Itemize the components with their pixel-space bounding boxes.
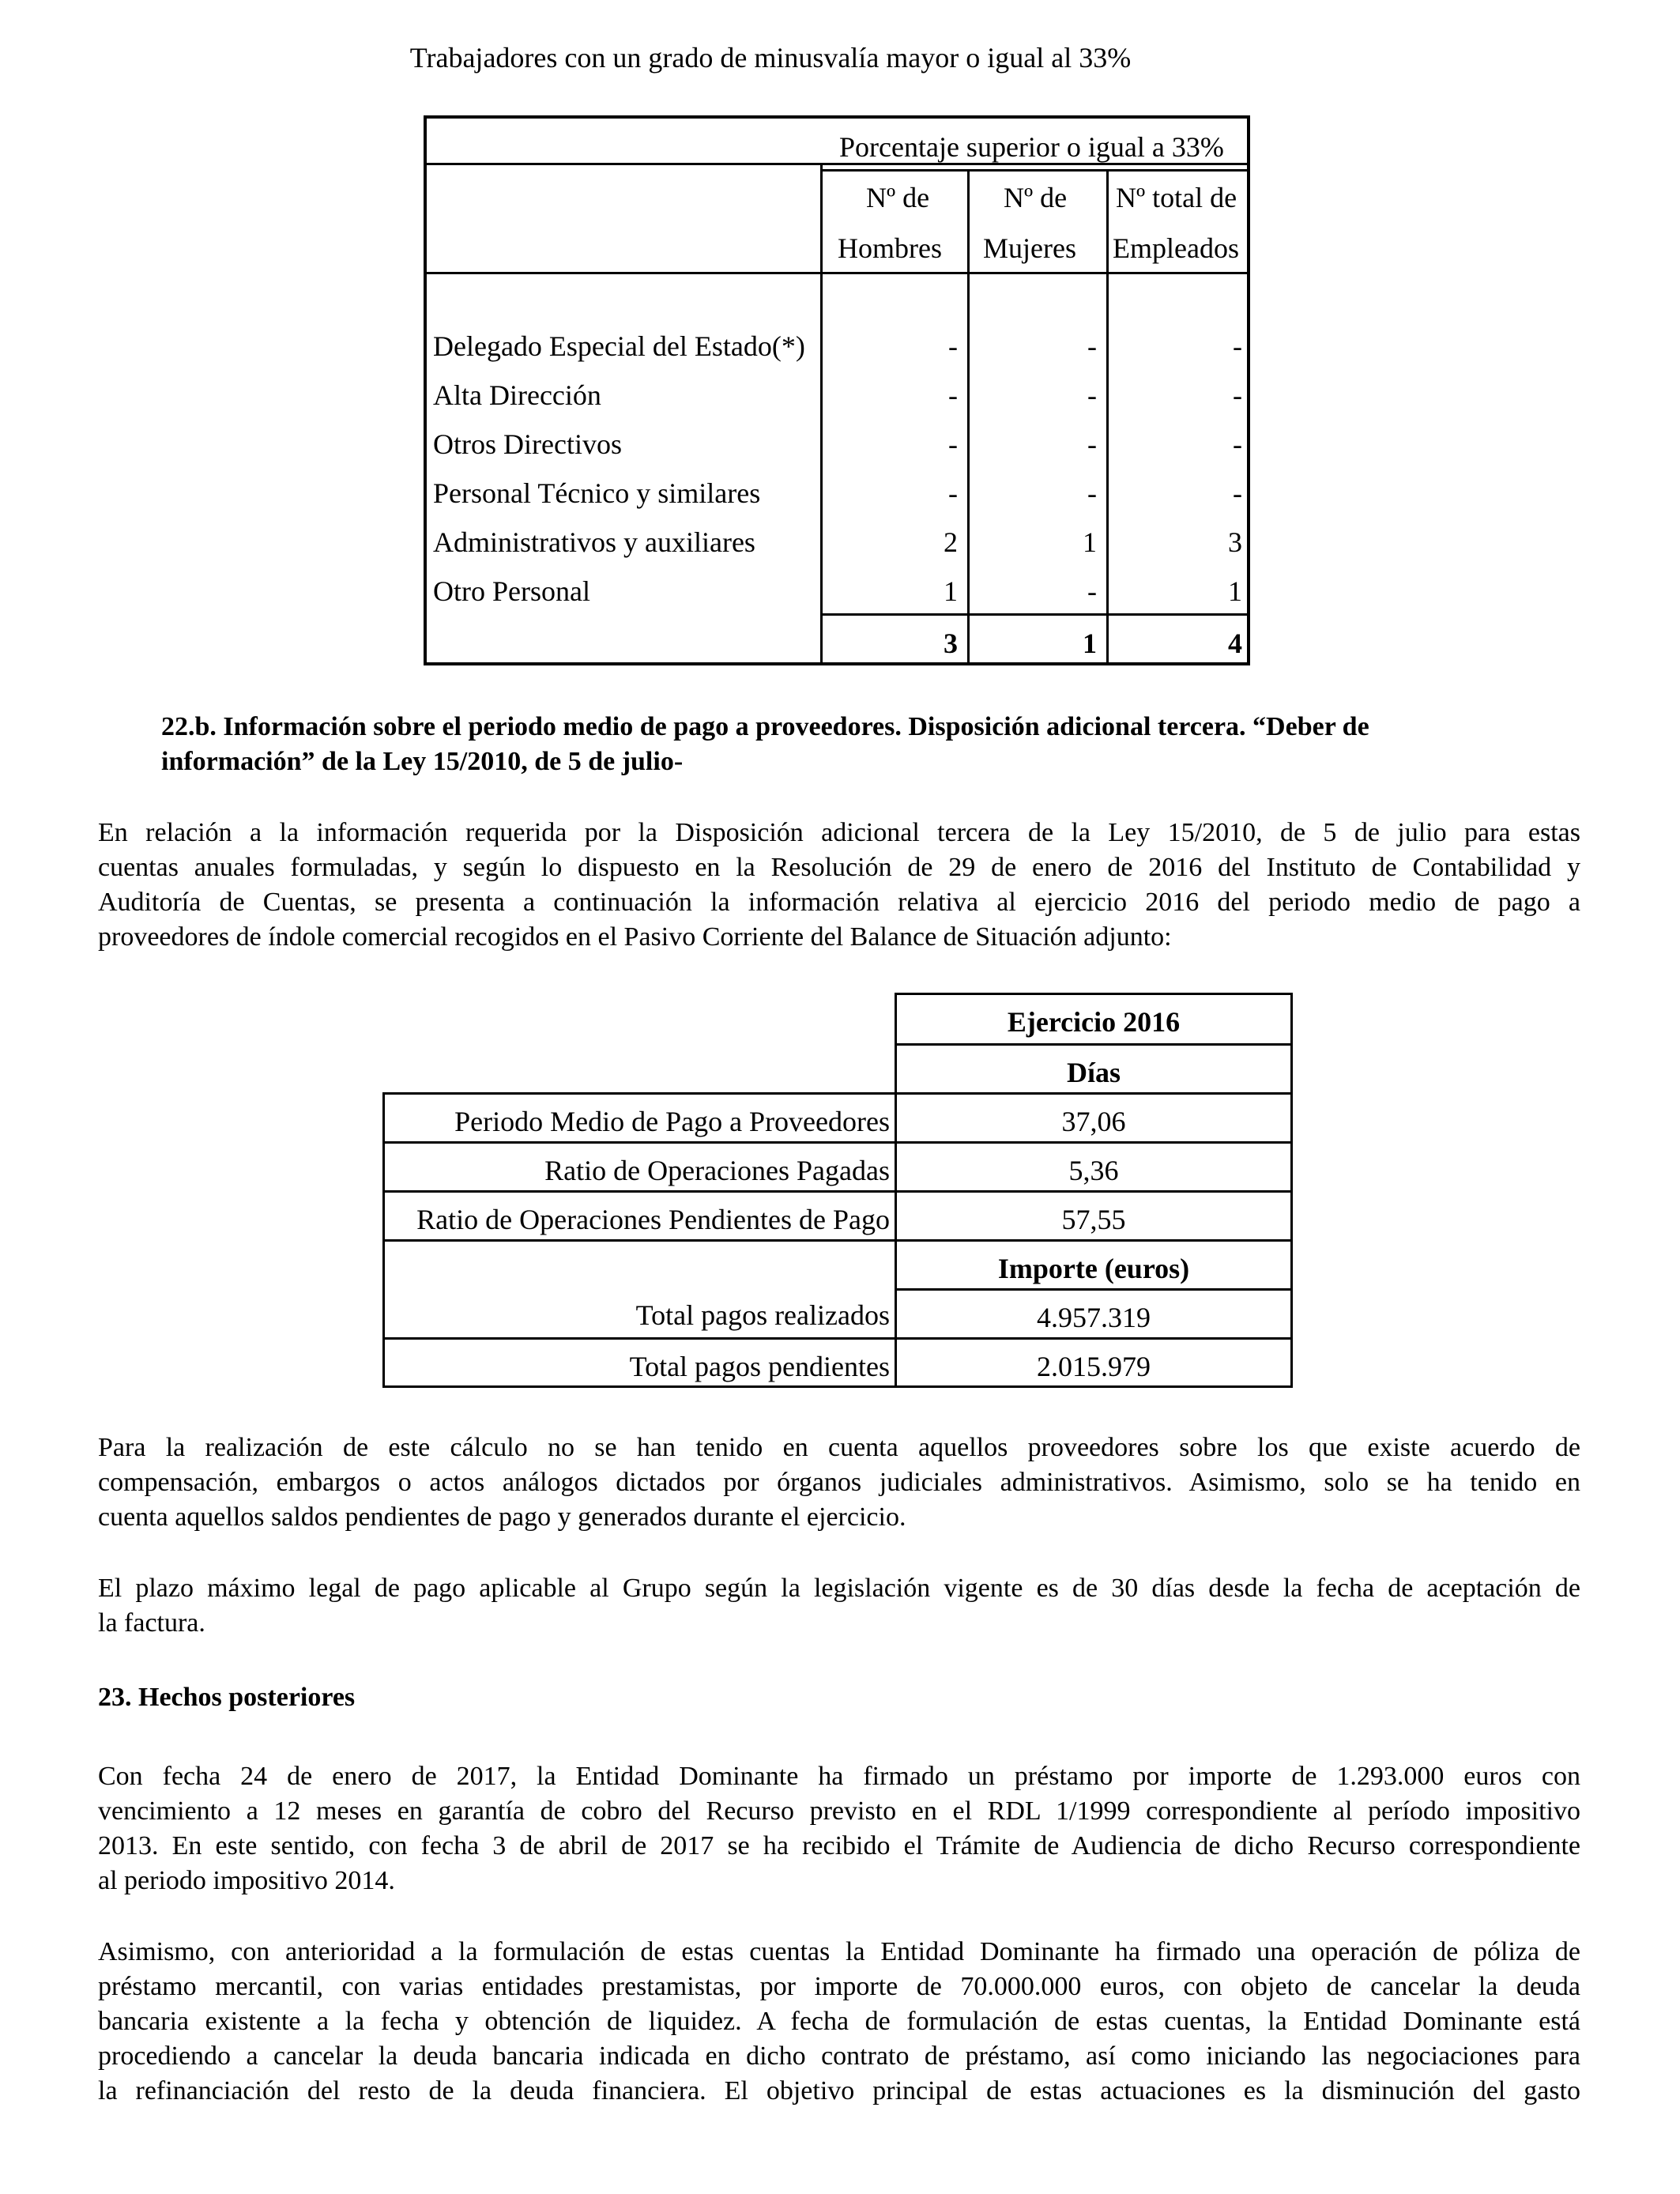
col-header-mujeres-line1: Nº de [1004, 182, 1068, 213]
paragraph-line: Auditoría de Cuentas, se presenta a continuación la información relativa al ejercicio 2016 del periodo medio de pago a [98, 888, 1580, 917]
table1-divider [427, 163, 1247, 165]
t2-row-value: 57,55 [895, 1190, 1293, 1239]
section-22b-heading [161, 710, 1584, 779]
t2-row-value: 37,06 [895, 1092, 1293, 1141]
row-label: Alta Dirección [433, 379, 601, 411]
t2-header-ejercicio: Ejercicio 2016 [895, 993, 1293, 1043]
t2-header-dias: Días [895, 1043, 1293, 1092]
row-value: - [1233, 330, 1242, 362]
t2-row-label: Ratio de Operaciones Pendientes de Pago [382, 1190, 895, 1239]
row-value: - [1233, 428, 1242, 460]
table1-caption: Trabajadores con un grado de minusvalía mayor o igual al 33% [409, 42, 1132, 74]
paragraph-line: la factura. [98, 1608, 205, 1638]
row-value: 2 [944, 526, 958, 558]
paragraph-line: En relación a la información requerida por la Disposición adicional tercera de la Ley 15/2010, de 5 de julio para estas [98, 818, 1580, 847]
calculation-note-paragraph [98, 1431, 1580, 1535]
t2-header-importe: Importe (euros) [895, 1239, 1293, 1288]
paragraph-line: Asimismo, con anterioridad a la formulación de estas cuentas la Entidad Dominante ha firmado una operación de póliza de [98, 1937, 1580, 1966]
table1-divider [820, 613, 1247, 616]
row-value: - [948, 477, 958, 509]
col-header-hombres-line2: Hombres [838, 232, 942, 264]
col-header-hombres-line1: Nº de [866, 182, 930, 213]
total-hombres: 3 [944, 628, 958, 659]
t2-row-label: Periodo Medio de Pago a Proveedores [382, 1092, 895, 1141]
section-23-paragraph-1 [98, 1759, 1580, 1898]
paragraph-line: Con fecha 24 de enero de 2017, la Entidad Dominante ha firmado un préstamo por importe de 1.293.000 euros con [98, 1762, 1580, 1791]
row-value: 3 [1228, 526, 1242, 558]
paragraph-line: cuenta aquellos saldos pendientes de pago y generados durante el ejercicio. [98, 1502, 906, 1532]
row-value: - [948, 428, 958, 460]
row-value: - [1087, 477, 1097, 509]
row-value: - [1087, 428, 1097, 460]
row-label: Personal Técnico y similares [433, 477, 761, 509]
section-22b-paragraph [98, 816, 1580, 955]
row-label: Otro Personal [433, 575, 590, 607]
paragraph-line: préstamo mercantil, con varias entidades prestamistas, por importe de 70.000.000 euros, con objeto de cancelar la deuda [98, 1972, 1580, 2001]
paragraph-line: bancaria existente a la fecha y obtención de liquidez. A fecha de formulación de estas cuentas, la Entidad Dominante está [98, 2007, 1580, 2036]
total-empleados: 4 [1228, 628, 1242, 659]
row-value: 1 [944, 575, 958, 607]
row-value: - [1233, 477, 1242, 509]
section-23-heading: 23. Hechos posteriores [98, 1683, 356, 1712]
row-value: - [948, 330, 958, 362]
t2-row-label: Ratio de Operaciones Pagadas [382, 1141, 895, 1190]
section-23-paragraph-2 [98, 1935, 1580, 2109]
row-value: - [1087, 575, 1097, 607]
row-label: Administrativos y auxiliares [433, 526, 755, 558]
col-header-total-line2: Empleados [1113, 232, 1239, 264]
table1-divider [820, 169, 1247, 172]
t2-row-value: 4.957.319 [895, 1288, 1293, 1337]
legal-term-paragraph [98, 1571, 1580, 1641]
total-mujeres: 1 [1083, 628, 1097, 659]
paragraph-line: cuentas anuales formuladas, y según lo dispuesto en la Resolución de 29 de enero de 2016 del Instituto de Contabilidad y [98, 853, 1580, 882]
table1-group-header: Porcentaje superior o igual a 33% [839, 131, 1224, 163]
paragraph-line: procediendo a cancelar la deuda bancaria indicada en dicho contrato de préstamo, así como iniciando las negociaciones para [98, 2041, 1580, 2071]
t2-row-label: Total pagos pendientes [382, 1337, 895, 1388]
paragraph-line: proveedores de índole comercial recogidos en el Pasivo Corriente del Balance de Situación adjunto: [98, 922, 1172, 952]
row-value: 1 [1228, 575, 1242, 607]
paragraph-line: Para la realización de este cálculo no se han tenido en cuenta aquellos proveedores sobre los que existe acuerdo de [98, 1433, 1580, 1462]
row-label: Otros Directivos [433, 428, 622, 460]
col-header-total-line1: Nº total de [1116, 182, 1237, 213]
paragraph-line: El plazo máximo legal de pago aplicable al Grupo según la legislación vigente es de 30 días desde la fecha de aceptación de [98, 1574, 1580, 1603]
row-value: - [1087, 330, 1097, 362]
t2-row-label: Total pagos realizados [382, 1288, 895, 1337]
t2-row-value: 2.015.979 [895, 1337, 1293, 1388]
row-value: - [948, 379, 958, 411]
disability-workers-table [424, 115, 1250, 665]
col-header-mujeres-line2: Mujeres [983, 232, 1076, 264]
table1-divider [427, 272, 1247, 274]
row-label: Delegado Especial del Estado(*) [433, 330, 805, 362]
paragraph-line: vencimiento a 12 meses en garantía de cobro del Recurso previsto en el RDL 1/1999 correspondiente al período impositivo [98, 1796, 1580, 1826]
paragraph-line: al periodo impositivo 2014. [98, 1866, 395, 1895]
row-value: - [1233, 379, 1242, 411]
section-22b-heading-line1: 22.b. Información sobre el periodo medio de pago a proveedores. Disposición adicional tercera. “Deber de [161, 712, 1369, 741]
paragraph-line: la refinanciación del resto de la deuda financiera. El objetivo principal de estas actuaciones es la disminución del gasto [98, 2076, 1580, 2105]
row-value: - [1087, 379, 1097, 411]
t2-row-value: 5,36 [895, 1141, 1293, 1190]
row-value: 1 [1083, 526, 1097, 558]
section-22b-heading-line2: información” de la Ley 15/2010, de 5 de julio- [161, 747, 684, 776]
paragraph-line: 2013. En este sentido, con fecha 3 de abril de 2017 se ha recibido el Trámite de Audiencia de dicho Recurso correspondiente [98, 1831, 1580, 1860]
paragraph-line: compensación, embargos o actos análogos dictados por órganos judiciales administrativos. Asimismo, solo se ha tenido en [98, 1468, 1580, 1497]
